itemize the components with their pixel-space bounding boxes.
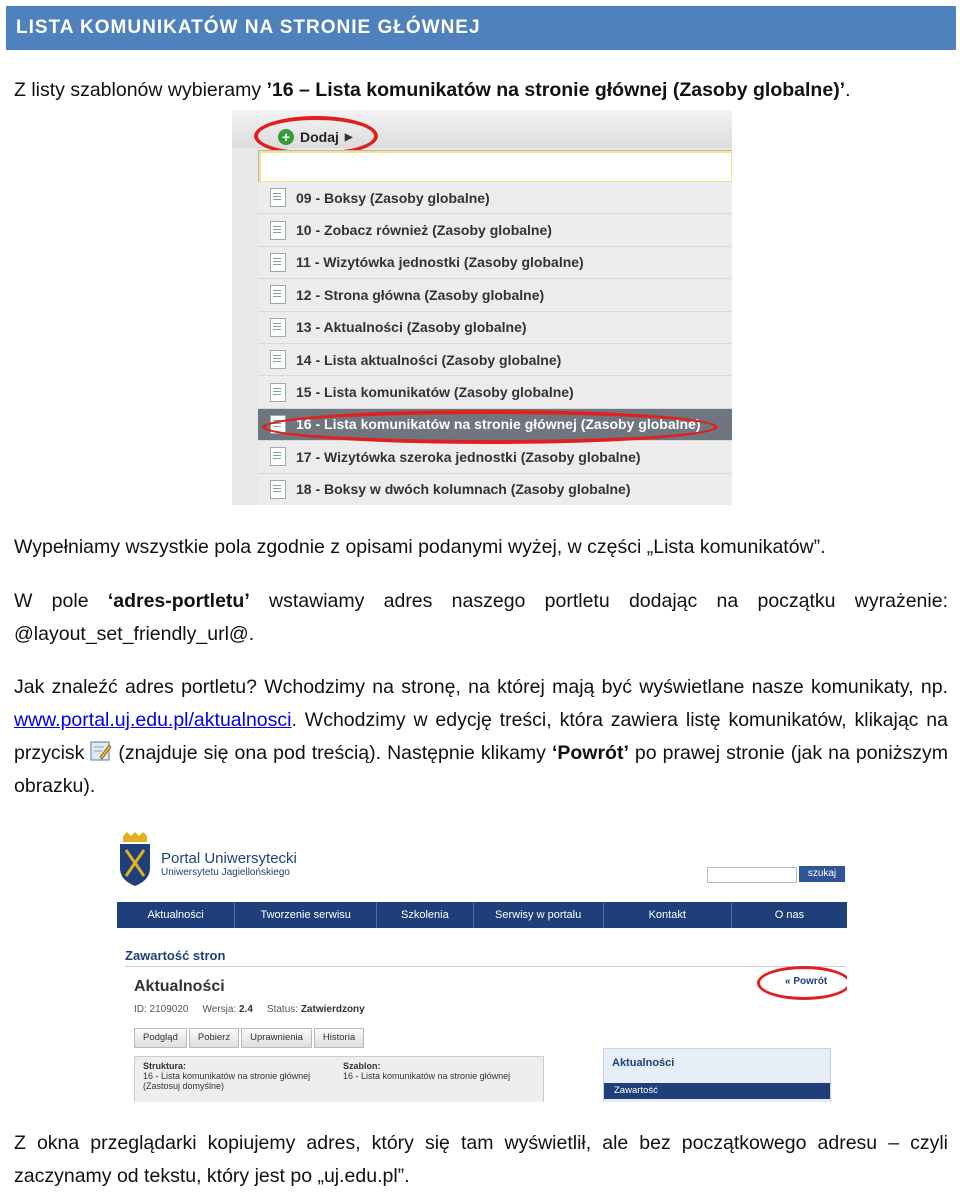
p3-b: wstawiamy adres naszego portletu dodając na początku wyrażenie: @layout_set_friendly_url@. <box>14 590 948 645</box>
template-label: Szablon: <box>343 1061 381 1071</box>
meta-line <box>134 1004 365 1015</box>
document-icon <box>270 318 286 337</box>
p4-c: (znajduje się ona pod treścią). Następnie klikamy <box>118 742 552 764</box>
download-button[interactable]: Pobierz <box>189 1028 239 1048</box>
add-label: Dodaj <box>300 129 339 145</box>
permissions-button[interactable]: Uprawnienia <box>241 1028 312 1048</box>
nav-item[interactable]: Szkolenia <box>377 902 473 928</box>
template-name: ’16 – Lista komunikatów na stronie głównej (Zasoby globalne)’ <box>266 79 846 101</box>
structure-extra[interactable]: (Zastosuj domyślne) <box>143 1081 225 1091</box>
version-value: 2.4 <box>239 1004 253 1015</box>
intro-prefix: Z listy szablonów wybieramy <box>14 79 267 101</box>
side-panel <box>603 1048 831 1102</box>
intro-paragraph <box>14 74 948 107</box>
menu-item[interactable] <box>258 182 732 214</box>
template-value: 16 - Lista komunikatów na stronie głównej <box>343 1071 511 1081</box>
menu-item-label: 13 - Aktualności (Zasoby globalne) <box>296 319 527 336</box>
status <box>267 1004 365 1015</box>
menu-item[interactable] <box>258 344 732 376</box>
plus-icon: + <box>278 129 294 145</box>
arrow-right-icon: ▶ <box>344 131 353 143</box>
menu-item-label: 12 - Strona główna (Zasoby globalne) <box>296 286 545 303</box>
tool-row <box>134 1028 364 1048</box>
document-icon <box>270 383 286 402</box>
content-title: Zawartość stron <box>125 948 226 963</box>
portal-screenshot <box>117 830 847 1102</box>
status-label: Status: <box>266 1004 299 1015</box>
side-title: Aktualności <box>612 1057 675 1069</box>
divider <box>125 966 845 967</box>
menu-item[interactable] <box>258 376 732 408</box>
back-link[interactable]: « Powrót <box>785 976 828 987</box>
side-item[interactable]: Zawartość <box>604 1083 830 1099</box>
document-icon <box>270 480 286 499</box>
search-input[interactable] <box>707 867 797 883</box>
menu-item-label: 10 - Zobacz również (Zasoby globalne) <box>296 222 552 239</box>
p5-text: Z okna przeglądarki kopiujemy adres, który się tam wyświetlił, ale bez początkowego adresu – czyli zaczynamy od tekstu, który jest po „uj.edu.pl”. <box>14 1132 948 1187</box>
p4-b: . Wchodzimy w edycję treści, która zawiera listę komunikatów, klikając na przycisk <box>14 709 948 764</box>
menu-item-label: 14 - Lista aktualności (Zasoby globalne) <box>296 351 562 368</box>
history-button[interactable]: Historia <box>314 1028 364 1048</box>
menu-item[interactable] <box>258 474 732 505</box>
edit-icon <box>90 740 112 762</box>
portal-subtitle: Uniwersytetu Jagiellońskiego <box>161 867 290 878</box>
field-name: ‘adres-portletu’ <box>107 590 250 612</box>
back-name: ‘Powrót’ <box>551 742 629 764</box>
structure-label: Struktura: <box>143 1061 187 1071</box>
version-label: Wersja: <box>202 1004 237 1015</box>
document-icon <box>270 285 286 304</box>
status-value: Zatwierdzony <box>300 1004 365 1015</box>
menu-item[interactable] <box>258 279 732 311</box>
menu-item-label: 11 - Wizytówka jednostki (Zasoby globalne) <box>296 254 584 271</box>
menu-item[interactable] <box>258 247 732 279</box>
nav-item[interactable]: Serwisy w portalu <box>474 902 604 928</box>
nav-item[interactable]: Aktualności <box>117 902 235 928</box>
highlight-ellipse <box>262 410 718 444</box>
paragraph-5 <box>14 1127 948 1193</box>
main-nav <box>117 902 847 928</box>
structure-value: 16 - Lista komunikatów na stronie głównej <box>143 1071 311 1081</box>
id-text: ID: 2109020 <box>134 1004 189 1015</box>
menu-item-label: 15 - Lista komunikatów (Zasoby globalne) <box>296 384 574 401</box>
paragraph-3 <box>14 585 948 651</box>
crest-icon <box>117 832 153 886</box>
menu-item-label: 09 - Boksy (Zasoby globalne) <box>296 189 490 206</box>
paragraph-4 <box>14 671 948 803</box>
document-icon <box>270 447 286 466</box>
version <box>203 1004 253 1015</box>
nav-item[interactable]: O nas <box>774 909 805 921</box>
nav-item[interactable]: Tworzenie serwisu <box>235 902 377 928</box>
section-header: LISTA KOMUNIKATÓW NA STRONIE GŁÓWNEJ <box>6 6 956 50</box>
template-menu <box>258 182 732 505</box>
p2-text: Wypełniamy wszystkie pola zgodnie z opisami podanymi wyżej, w części „Lista komunikatów”. <box>14 536 826 558</box>
highlight-ellipse <box>757 966 847 1000</box>
menu-item[interactable] <box>258 441 732 473</box>
search-button[interactable]: szukaj <box>799 866 845 882</box>
template-col <box>343 1061 533 1081</box>
document-icon <box>270 350 286 369</box>
structure-col <box>143 1061 333 1091</box>
preview-button[interactable]: Podgląd <box>134 1028 187 1048</box>
p4-a: Jak znaleźć adres portletu? Wchodzimy na stronę, na której mają być wyświetlane nasze komunikaty, np. <box>14 676 948 698</box>
paragraph-2 <box>14 531 948 564</box>
info-box <box>134 1056 544 1102</box>
portal-link[interactable]: www.portal.uj.edu.pl/aktualnosci <box>14 709 292 731</box>
intro-suffix: . <box>845 79 851 101</box>
p3-a: W pole <box>14 590 108 612</box>
template-list-screenshot <box>232 110 732 505</box>
menu-item[interactable] <box>258 312 732 344</box>
nav-item[interactable]: Kontakt <box>604 902 732 928</box>
dropdown-input[interactable] <box>258 150 732 184</box>
menu-item[interactable] <box>258 214 732 246</box>
document-icon <box>270 253 286 272</box>
p4-d: po prawej stronie (jak na poniższym obrazku). <box>14 742 948 797</box>
menu-item-label: 17 - Wizytówka szeroka jednostki (Zasoby globalne) <box>296 448 641 465</box>
menu-item-label: 18 - Boksy w dwóch kolumnach (Zasoby globalne) <box>296 481 631 498</box>
document-icon <box>270 221 286 240</box>
portal-title: Portal Uniwersytecki <box>161 850 297 867</box>
document-icon <box>270 188 286 207</box>
page-heading: Aktualności <box>134 978 225 995</box>
menu-item-label: 16 - Lista komunikatów na stronie głównej (Zasoby globalne) <box>296 416 701 433</box>
